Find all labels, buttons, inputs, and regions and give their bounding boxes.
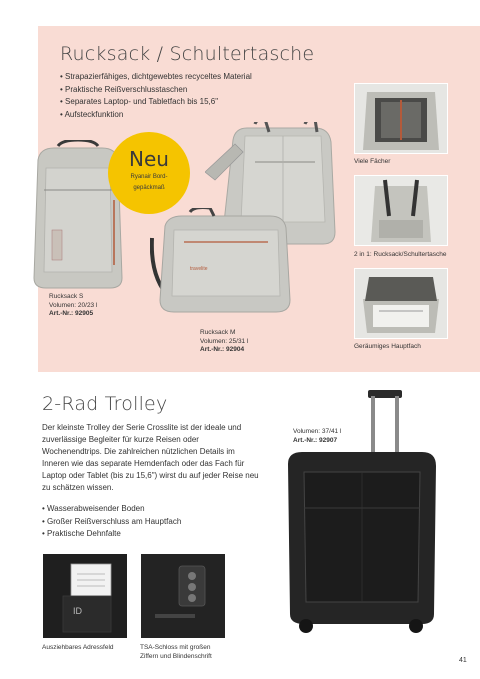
address-tag-icon <box>42 553 128 639</box>
rucksack-m-volume: Volumen: 25/31 l <box>200 337 249 345</box>
rucksack-m-name: Rucksack M <box>200 329 236 336</box>
rucksack-feature: • Separates Laptop- und Tabletfach bis 15,6" <box>60 96 252 109</box>
thumb-caption-compartments: Viele Fächer <box>354 158 391 165</box>
thumb-caption-tsa <box>140 644 212 661</box>
page-number: 41 <box>459 657 467 664</box>
brand-mark: travelite <box>190 266 208 272</box>
trolley-description: Der kleinste Trolley der Serie Crosslite ist der ideale und zuverlässige Begleiter für kurze Reisen oder Wochenendtrips. Die zahlreichen nützlichen Details im Inneren wie das separate Hemdenfach oder das Fach für Laptop oder Tablet (bis zu 15,6") wirst du auf jeder Reise neu zu schätzen wissen. <box>42 423 259 492</box>
thumb-caption-address: Ausziehbares Adressfeld <box>42 644 114 651</box>
trolley-feature: • Großer Reißverschluss am Hauptfach <box>42 516 181 529</box>
rucksack-m-article: Art.-Nr.: 92904 <box>200 346 245 353</box>
rucksack-title: Rucksack / Schultertasche <box>60 43 315 65</box>
compartments-icon <box>354 83 448 154</box>
new-badge-line2: gepäckmaß <box>133 184 165 191</box>
rucksack-feature: • Praktische Reißverschlusstaschen <box>60 84 252 97</box>
rucksack-s-volume: Volumen: 20/23 l <box>49 301 98 309</box>
trolley-image <box>282 388 442 638</box>
open-main-compartment-icon <box>354 268 448 339</box>
address-tag-id: ID <box>73 606 82 616</box>
tsa-caption-line2: Ziffern und Blindenschrift <box>140 652 212 660</box>
rucksack-m-caption <box>200 329 248 355</box>
rucksack-s-caption <box>49 293 97 319</box>
rucksack-s-name: Rucksack S <box>49 293 84 300</box>
thumb-caption-main-compartment: Geräumiges Hauptfach <box>354 343 421 350</box>
trolley-feature: • Wasserabweisender Boden <box>42 503 181 516</box>
new-badge <box>108 132 190 214</box>
tsa-lock-icon <box>140 553 226 639</box>
backpack-straps-icon <box>354 175 448 246</box>
trolley-article: Art.-Nr.: 92907 <box>293 436 338 444</box>
rucksack-s-article: Art.-Nr.: 92905 <box>49 310 94 317</box>
tsa-caption-line1: TSA-Schloss mit großen <box>140 644 211 651</box>
rucksack-feature: • Strapazierfähiges, dichtgewebtes recyceltes Material <box>60 71 252 84</box>
trolley-feature-list <box>42 503 181 541</box>
rucksack-feature-list <box>60 71 252 121</box>
trolley-feature: • Praktische Dehnfalte <box>42 528 181 541</box>
new-badge-line1: Ryanair Bord- <box>130 174 168 180</box>
rucksack-feature: • Aufsteckfunktion <box>60 109 252 122</box>
thumb-caption-2in1: 2 in 1: Rucksack/Schultertasche <box>354 251 447 258</box>
rucksack-m-image <box>150 208 300 318</box>
trolley-title: 2-Rad Trolley <box>42 393 168 415</box>
trolley-volume: Volumen: 37/41 l <box>293 428 342 435</box>
new-badge-title: Neu <box>129 147 169 171</box>
